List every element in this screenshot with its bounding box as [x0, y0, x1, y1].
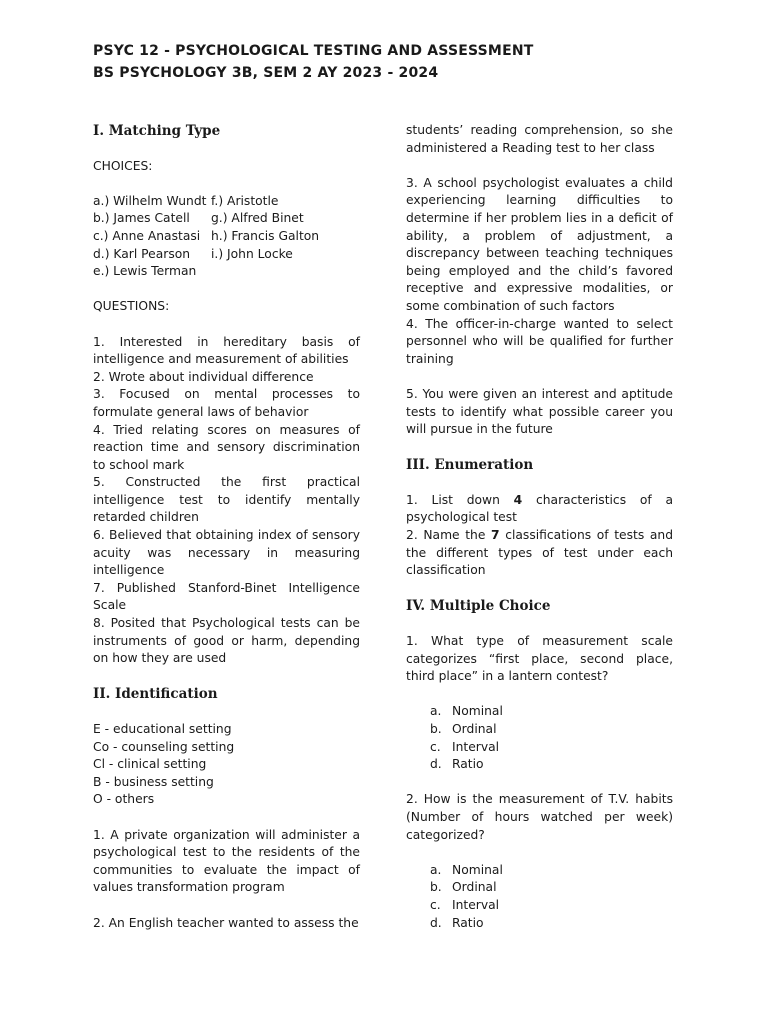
mc-option: c. Interval — [430, 897, 500, 912]
choice-item: i.) John Locke — [211, 246, 293, 261]
setting-legend — [93, 721, 360, 809]
mc-option: a. Nominal — [430, 704, 503, 719]
legend-item: B - business setting — [93, 774, 214, 789]
choices-row — [93, 263, 360, 281]
matching-questions — [93, 334, 360, 668]
choice-item: b.) James Catell — [93, 211, 190, 226]
identification-question-continued: 2. An English teacher wanted to assess the — [93, 915, 359, 930]
matching-question: 4. Tried relating scores on measures of reaction time and sensory discrimination to school mark — [93, 422, 360, 472]
choice-item: c.) Anne Anastasi — [93, 228, 201, 243]
multiple-choice-heading: IV. Multiple Choice — [406, 598, 551, 615]
matching-question: 7. Published Stanford-Binet Intelligence Scale — [93, 580, 360, 613]
left-column — [93, 122, 360, 932]
identification-question: 5. You were given an interest and aptitude tests to identify what possible career you will pursue in the future — [406, 386, 673, 437]
choices-row — [93, 193, 360, 211]
choices-row — [93, 228, 360, 246]
choices-label: CHOICES: — [93, 158, 153, 173]
enumeration-question: 1. List down 4 characteristics of a psychological test — [406, 492, 673, 525]
identification-question: 3. A school psychologist evaluates a child experiencing learning difficulties to determine if her problem lies in a deficit of ability, a problem of adjustment, a discrepancy between teaching techniques being employed and the child’s favored receptive and expressive modalities, or some combination of such factors — [406, 175, 673, 313]
matching-heading: I. Matching Type — [93, 123, 221, 139]
matching-question: 8. Posited that Psychological tests can be instruments of good or harm, depending on how they are used — [93, 616, 360, 666]
choices-row — [93, 210, 360, 228]
mc-option: a. Nominal — [430, 862, 503, 877]
mc-options — [406, 862, 673, 932]
mc-options — [406, 703, 673, 773]
mc-option: d. Ratio — [430, 915, 484, 930]
identification-question-tail: students’ reading comprehension, so she administered a Reading test to her class — [406, 123, 673, 155]
identification-question: 1. A private organization will administer a psychological test to the residents of the communities to evaluate the impact of values transformation program — [93, 827, 360, 895]
identification-question: 4. The officer-in-charge wanted to select personnel who will be qualified for further training — [406, 316, 673, 366]
choice-item: d.) Karl Pearson — [93, 246, 191, 261]
choice-item: h.) Francis Galton — [211, 228, 320, 243]
mc-option: c. Interval — [430, 739, 500, 754]
mc-option: d. Ratio — [430, 757, 484, 772]
matching-question: 6. Believed that obtaining index of sensory acuity was necessary in measuring intelligence — [93, 528, 360, 578]
identification-heading: II. Identification — [93, 686, 218, 703]
legend-item: O - others — [93, 792, 155, 807]
choice-item: f.) Aristotle — [211, 193, 279, 208]
matching-question: 5. Constructed the first practical intelligence test to identify mentally retarded children — [93, 475, 360, 525]
choices-row — [93, 246, 360, 264]
course-title: PSYC 12 - PSYCHOLOGICAL TESTING AND ASSESSMENT — [93, 43, 534, 59]
mc-option: b. Ordinal — [430, 880, 497, 895]
mc-question: 1. What type of measurement scale categorizes “first place, second place, third place” in a lantern contest? — [406, 634, 673, 684]
mc-option: b. Ordinal — [430, 722, 497, 736]
legend-item: E - educational setting — [93, 722, 232, 736]
matching-question: 2. Wrote about individual difference — [93, 369, 314, 384]
right-column — [406, 122, 673, 932]
choice-item: a.) Wilhelm Wundt — [93, 193, 207, 208]
enumeration-heading: III. Enumeration — [406, 457, 534, 474]
legend-item: Co - counseling setting — [93, 739, 235, 754]
legend-item: Cl - clinical setting — [93, 757, 207, 772]
enumeration-question: 2. Name the 7 classifications of tests and the different types of test under each classification — [406, 528, 673, 578]
choice-item: e.) Lewis Terman — [93, 264, 197, 279]
choice-item: g.) Alfred Binet — [211, 211, 304, 226]
choices-list — [93, 193, 360, 281]
questions-label: QUESTIONS: — [93, 299, 170, 314]
mc-question: 2. How is the measurement of T.V. habits (Number of hours watched per week) categorized? — [406, 792, 673, 842]
course-subtitle: BS PSYCHOLOGY 3B, SEM 2 AY 2023 - 2024 — [93, 65, 439, 81]
matching-question: 1. Interested in hereditary basis of intelligence and measurement of abilities — [93, 334, 360, 367]
matching-question: 3. Focused on mental processes to formulate general laws of behavior — [93, 387, 360, 419]
document-header — [93, 40, 534, 84]
